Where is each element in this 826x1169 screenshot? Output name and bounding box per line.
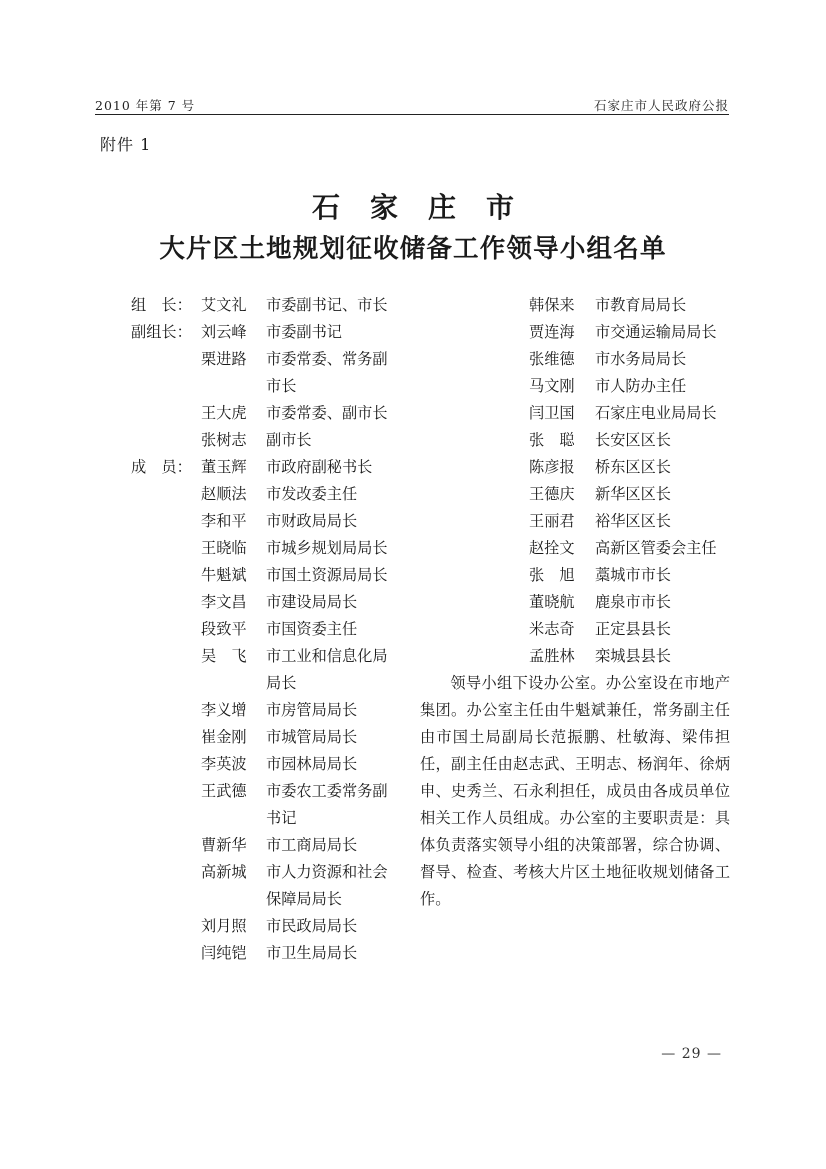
member-title: 石家庄电业局局长 [595,404,717,422]
member-row [131,292,421,319]
member-name: 曹新华 [201,836,247,854]
member-row [131,481,421,508]
member-row [529,373,749,400]
member-name: 张 聪 [529,431,575,449]
publication-title: 石家庄市人民政府公报 [593,98,729,113]
member-title: 市城管局局长 [266,728,358,746]
member-name: 贾连海 [529,323,575,341]
member-title: 市人力资源和社会 [266,863,388,881]
member-name: 李文昌 [201,593,247,611]
issue-label: 2010 年第 7 号 [95,98,196,113]
member-name: 段致平 [201,620,247,638]
member-name: 闫纯铠 [201,944,247,962]
member-row [131,913,421,940]
member-row [131,697,421,724]
attachment-label: 附件 1 [100,135,152,154]
member-row [529,346,749,373]
member-title: 市民政局局长 [266,917,358,935]
member-row [529,508,749,535]
member-row [131,508,421,535]
member-name: 孟胜林 [529,647,575,665]
member-name: 董玉辉 [201,458,247,476]
member-title: 市教育局局长 [595,296,687,314]
member-name: 赵拴文 [529,539,575,557]
member-title: 市国资委主任 [266,620,358,638]
member-title: 局长 [266,674,297,692]
member-title: 市园林局局长 [266,755,358,773]
member-name: 吴 飞 [201,647,247,665]
member-name: 陈彦报 [529,458,575,476]
member-role: 副组长： [131,323,192,341]
member-name: 王晓临 [201,539,247,557]
office-description: 领导小组下设办公室。办公室设在市地产集团。办公室主任由牛魁斌兼任，常务副主任由市国土局副局长范振鹏、杜敏海、梁伟担任，副主任由赵志武、王明志、杨润年、徐炳申、史秀兰、石永利担任，成员由各成员单位相关工作人员组成。办公室的主要职责是：具体负责落实领导小组的决策部署，综合协调、督导、检查、考核大片区土地征收规划储备工作。 [420,674,730,908]
member-name: 张树志 [201,431,247,449]
member-row [131,670,421,697]
member-row [131,373,421,400]
document-title-line1: 石家庄市 [311,191,544,224]
member-title: 市交通运输局局长 [595,323,717,341]
member-title: 市建设局局长 [266,593,358,611]
member-role: 成 员： [131,458,192,476]
member-title: 市房管局局长 [266,701,358,719]
member-title: 高新区管委会主任 [595,539,717,557]
member-row [529,589,749,616]
member-name: 李义增 [201,701,247,719]
member-name: 高新城 [201,863,247,881]
member-title: 保障局局长 [266,890,342,908]
member-title: 栾城县县长 [595,647,671,665]
member-row [529,454,749,481]
member-row [529,562,749,589]
member-row [529,481,749,508]
member-row [131,616,421,643]
member-name: 艾文礼 [201,296,247,314]
member-name: 米志奇 [529,620,575,638]
member-row [131,805,421,832]
member-row [131,427,421,454]
member-row [529,535,749,562]
member-name: 韩保来 [529,296,575,314]
member-title: 市财政局局长 [266,512,358,530]
member-row [131,535,421,562]
member-title: 裕华区区长 [595,512,671,530]
member-title: 市工商局局长 [266,836,358,854]
member-title: 书记 [266,809,297,827]
member-list-left [131,292,421,967]
member-row [131,589,421,616]
member-title: 市委农工委常务副 [266,782,388,800]
member-title: 市水务局局长 [595,350,687,368]
member-title: 藁城市市长 [595,566,671,584]
member-title: 鹿泉市市长 [595,593,671,611]
member-name: 马文刚 [529,377,575,395]
member-title: 桥东区区长 [595,458,671,476]
member-name: 刘云峰 [201,323,247,341]
member-name: 赵顺法 [201,485,247,503]
member-title: 长安区区长 [595,431,671,449]
member-row [131,400,421,427]
member-row [131,643,421,670]
member-title: 市委副书记、市长 [266,296,388,314]
member-title: 市发改委主任 [266,485,358,503]
member-row [131,859,421,886]
member-row [529,616,749,643]
member-name: 王丽君 [529,512,575,530]
member-title: 市长 [266,377,297,395]
member-row [529,427,749,454]
member-name: 董晓航 [529,593,575,611]
member-row [131,751,421,778]
member-name: 王武德 [201,782,247,800]
member-name: 李英波 [201,755,247,773]
member-title: 市委副书记 [266,323,342,341]
document-title-line2: 大片区土地规划征收储备工作领导小组名单 [159,234,667,264]
header-divider [95,114,729,115]
member-name: 刘月照 [201,917,247,935]
member-name: 栗进路 [201,350,247,368]
member-title: 市城乡规划局局长 [266,539,388,557]
member-title: 市人防办主任 [595,377,687,395]
member-title: 市委常委、常务副 [266,350,388,368]
member-title: 市政府副秘书长 [266,458,373,476]
member-title: 市卫生局局长 [266,944,358,962]
member-name: 李和平 [201,512,247,530]
member-row [529,643,749,670]
page-number: — 29 — [661,1046,722,1062]
member-row [131,346,421,373]
member-name: 崔金刚 [201,728,247,746]
member-title: 副市长 [266,431,312,449]
member-row [131,454,421,481]
member-row [529,292,749,319]
member-name: 张维德 [529,350,575,368]
member-role: 组 长： [131,296,192,314]
member-name: 闫卫国 [529,404,575,422]
member-name: 牛魁斌 [201,566,247,584]
member-row [131,778,421,805]
member-title: 新华区区长 [595,485,671,503]
member-title: 市工业和信息化局 [266,647,388,665]
member-row [131,886,421,913]
member-row [131,724,421,751]
member-name: 王德庆 [529,485,575,503]
member-row [529,400,749,427]
member-title: 市国土资源局局长 [266,566,388,584]
member-name: 张 旭 [529,566,575,584]
member-title: 市委常委、副市长 [266,404,388,422]
member-row [131,832,421,859]
member-name: 王大虎 [201,404,247,422]
member-row [529,319,749,346]
member-row [131,562,421,589]
member-row [131,319,421,346]
member-title: 正定县县长 [595,620,671,638]
member-row [131,940,421,967]
member-list-right [529,292,749,670]
